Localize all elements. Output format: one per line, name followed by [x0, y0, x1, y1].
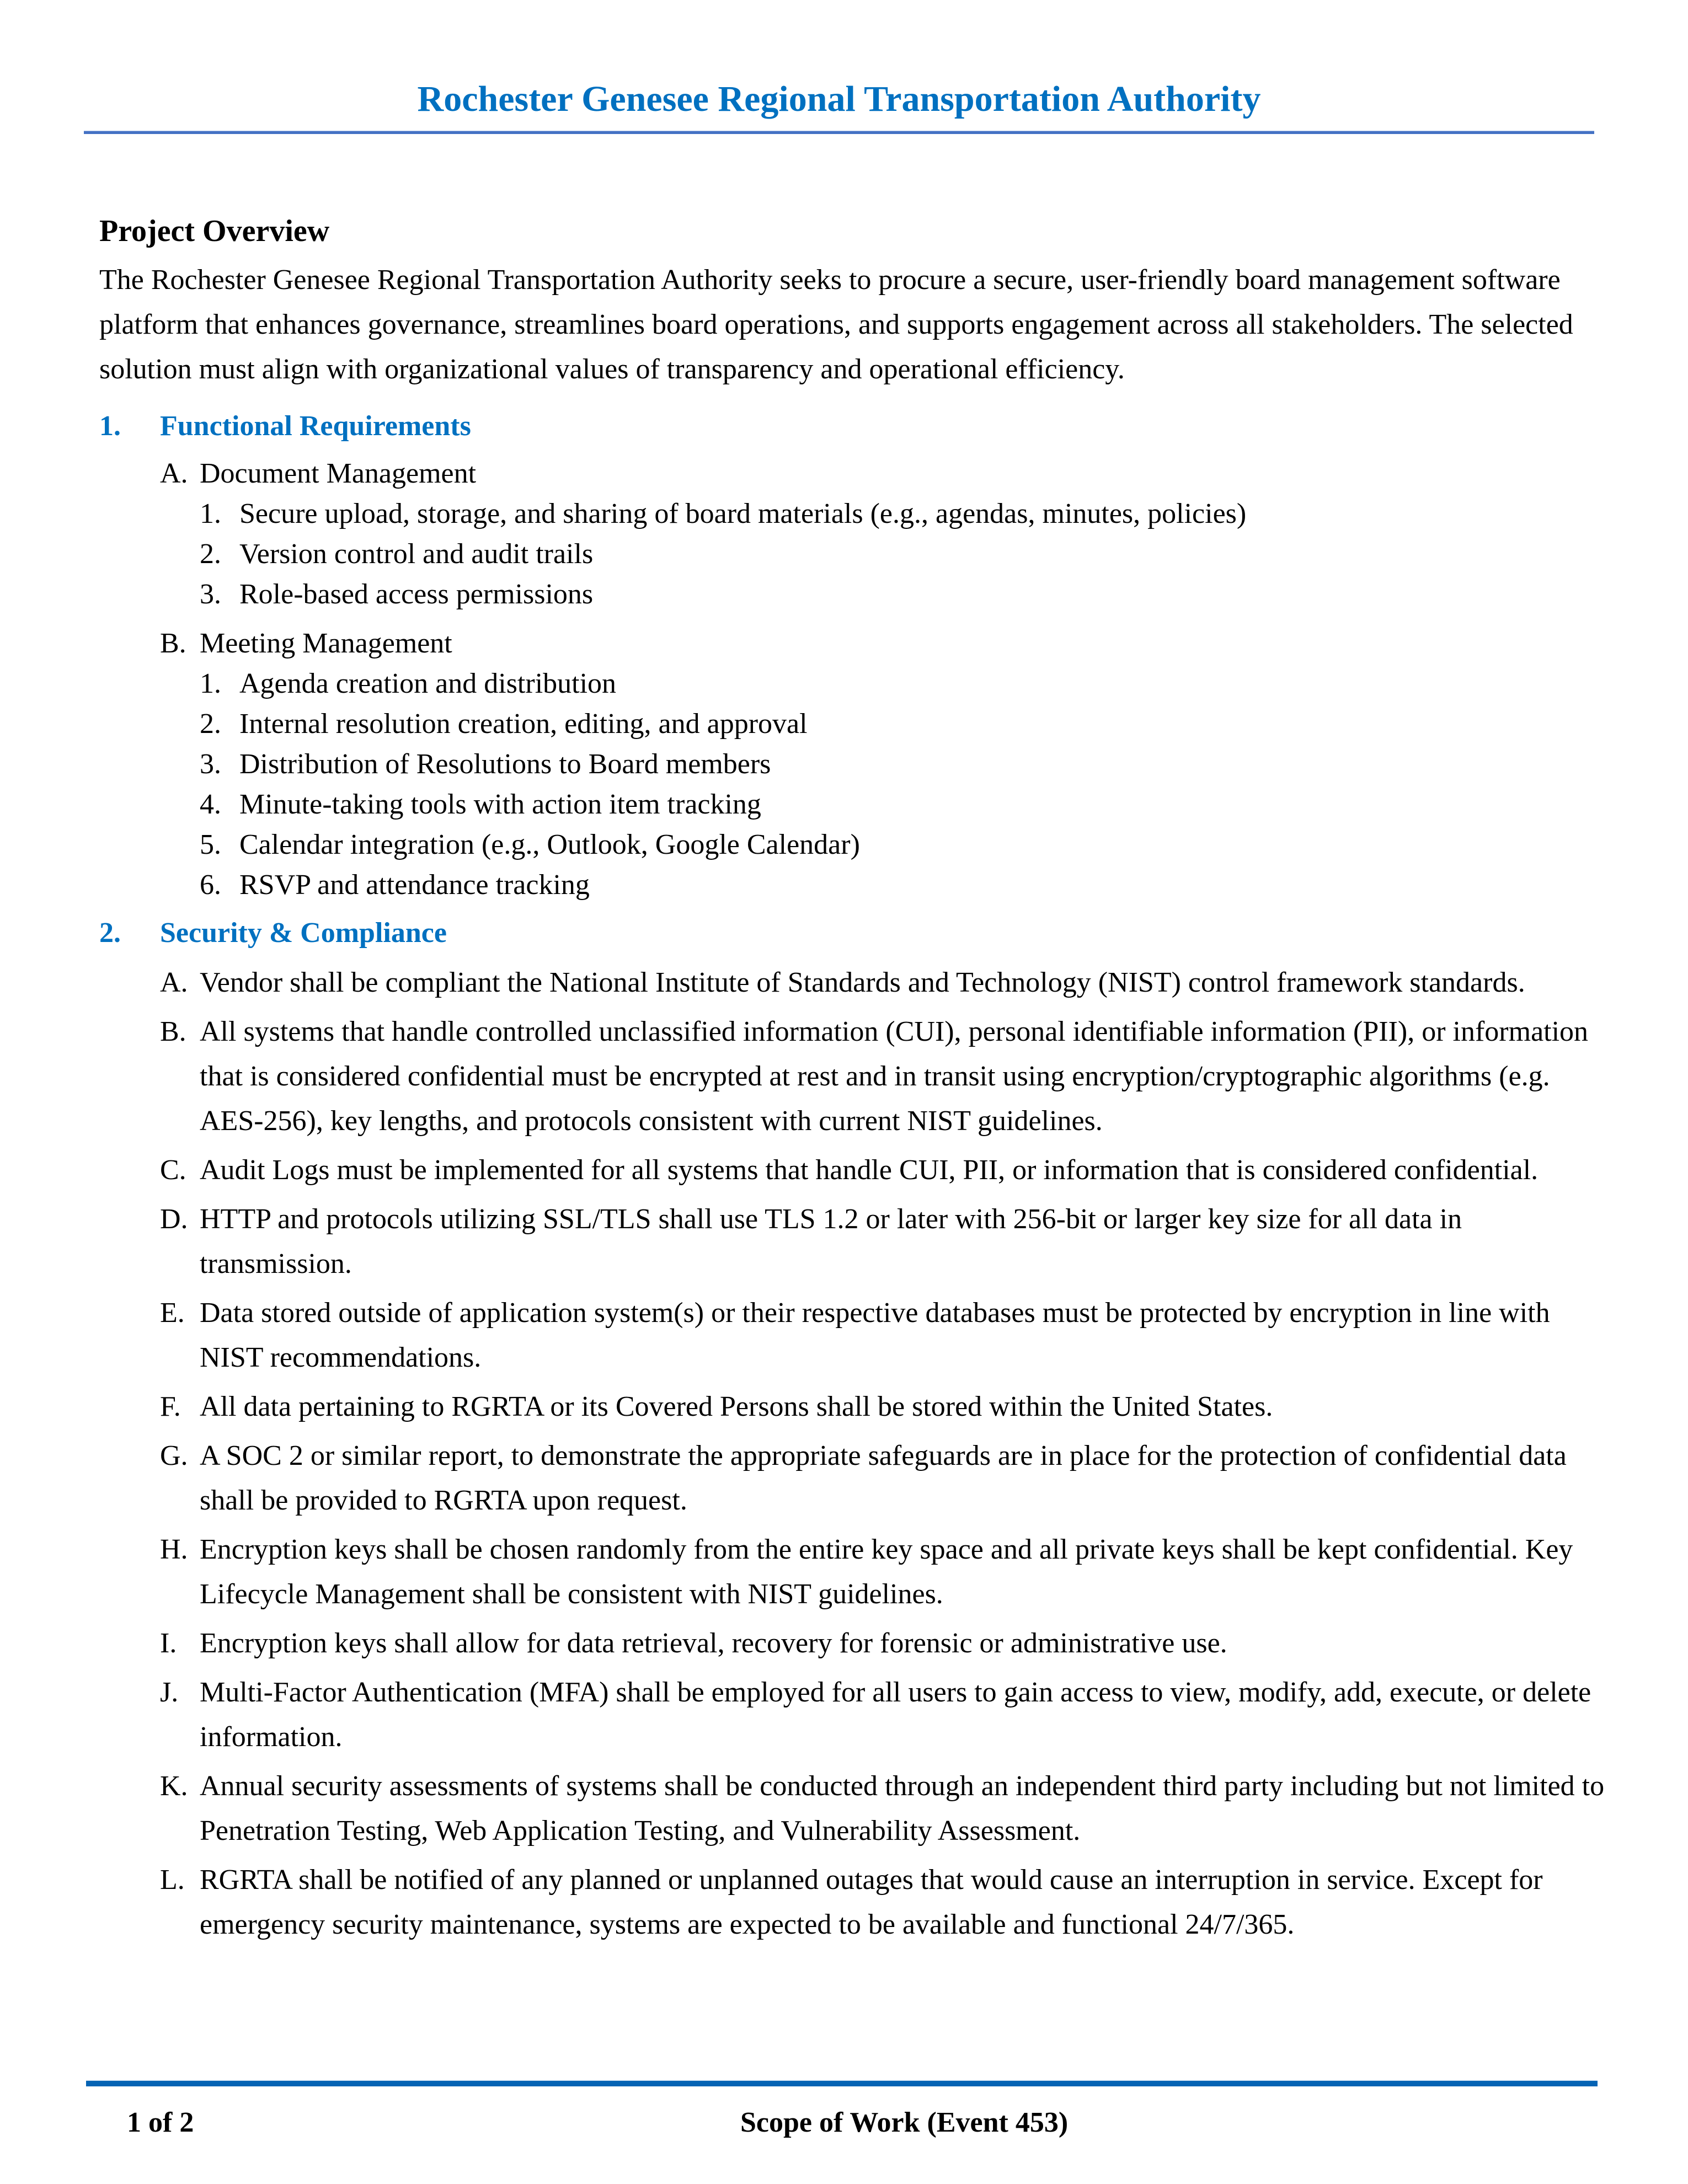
footer-divider [86, 2080, 1598, 2086]
section-functional-requirements [99, 407, 1605, 905]
requirement-text: All systems that handle controlled unclassified information (CUI), personal identifiable information (PII), or information that is considered confidential must be encrypted at rest and in transit using encryption/cryptographic algorithms (e.g. AES-256), key lengths, and protocols consistent with current NIST guidelines. [200, 1016, 1589, 1137]
list-number: 4. [200, 789, 221, 820]
list-number: 1. [200, 498, 221, 529]
requirement-item [160, 1621, 1605, 1666]
requirement-item [160, 960, 1605, 1005]
list-item [200, 574, 1605, 614]
footer-document-title: Scope of Work (Event 453) [740, 2107, 1069, 2138]
list-text: Secure upload, storage, and sharing of board materials (e.g., agendas, minutes, policies) [239, 498, 1247, 529]
list-number: 1. [200, 668, 221, 699]
requirement-text: All data pertaining to RGRTA or its Covered Persons shall be stored within the United States. [200, 1391, 1273, 1422]
page-number: 1 of 2 [127, 2107, 194, 2138]
requirement-letter: D. [160, 1203, 188, 1235]
section-title: Security & Compliance [160, 917, 447, 949]
requirement-text: Encryption keys shall be chosen randomly from the entire key space and all private keys shall be kept confidential. Key Lifecycle Management shall be consistent with NIST guidelines. [200, 1534, 1573, 1610]
subsection-letter: A. [160, 458, 188, 489]
requirement-letter: J. [160, 1677, 179, 1708]
requirement-item [160, 1527, 1605, 1616]
document-title: Rochester Genesee Regional Transportation Authority [417, 79, 1261, 119]
header-divider [84, 131, 1594, 134]
section-number: 1. [99, 410, 121, 442]
overview-paragraph: The Rochester Genesee Regional Transportation Authority seeks to procure a secure, user-friendly board management software platform that enhances governance, streamlines board operations, and supports engagement across all stakeholders. The selected solution must align with organizational values of transparency and operational efficiency. [99, 264, 1573, 385]
list-number: 6. [200, 869, 221, 901]
requirement-letter: I. [160, 1628, 177, 1659]
requirement-text: Annual security assessments of systems shall be conducted through an independent third party including but not limited to Penetration Testing, Web Application Testing, and Vulnerability Assessment. [200, 1770, 1605, 1846]
requirement-item [160, 1858, 1605, 1947]
requirement-text: HTTP and protocols utilizing SSL/TLS shall use TLS 1.2 or later with 256-bit or larger key size for all data in transmission. [200, 1203, 1462, 1280]
requirement-letter: H. [160, 1534, 188, 1565]
requirement-letter: B. [160, 1016, 186, 1047]
subsection-title: Meeting Management [200, 628, 452, 659]
list-number: 3. [200, 748, 221, 780]
section-heading [99, 407, 1605, 446]
list-item [200, 825, 1605, 865]
list-text: Role-based access permissions [239, 579, 594, 610]
requirement-text: Audit Logs must be implemented for all systems that handle CUI, PII, or information that is considered confidential. [200, 1154, 1539, 1186]
list-item [200, 494, 1605, 534]
list-item [200, 744, 1605, 784]
list-item [200, 663, 1605, 704]
requirement-letter: F. [160, 1391, 181, 1422]
page-header [84, 77, 1594, 134]
requirement-item [160, 1433, 1605, 1523]
list-item [200, 704, 1605, 744]
list-number: 2. [200, 708, 221, 740]
requirement-letter: G. [160, 1440, 188, 1471]
section-title: Functional Requirements [160, 410, 471, 442]
requirement-text: Vendor shall be compliant the National Institute of Standards and Technology (NIST) control framework standards. [200, 967, 1525, 998]
requirement-item [160, 1291, 1605, 1380]
requirement-item [160, 1764, 1605, 1853]
requirement-text: Encryption keys shall allow for data retrieval, recovery for forensic or administrative use. [200, 1628, 1227, 1659]
requirement-letter: L. [160, 1864, 185, 1896]
list-item [200, 784, 1605, 825]
list-text: Internal resolution creation, editing, and approval [239, 708, 808, 740]
requirement-letter: C. [160, 1154, 186, 1186]
list-item [200, 865, 1605, 905]
section-heading [99, 914, 1605, 952]
subsection-title: Document Management [200, 458, 477, 489]
list-number: 5. [200, 829, 221, 860]
list-number: 2. [200, 538, 221, 570]
subsection-document-management [99, 453, 1605, 614]
list-number: 3. [200, 579, 221, 610]
section-security-compliance [99, 914, 1605, 1947]
requirement-text: A SOC 2 or similar report, to demonstrate the appropriate safeguards are in place for the protection of confidential data shall be provided to RGRTA upon request. [200, 1440, 1567, 1516]
requirement-item [160, 1670, 1605, 1759]
overview-heading: Project Overview [99, 214, 330, 248]
list-text: Version control and audit trails [239, 538, 594, 570]
page-footer [86, 2080, 1598, 2145]
list-item [200, 534, 1605, 574]
list-text: Minute-taking tools with action item tracking [239, 789, 761, 820]
requirement-item [160, 1384, 1605, 1429]
subsection-heading [99, 453, 1605, 494]
subsection-heading [99, 623, 1605, 663]
document-body [99, 212, 1605, 1951]
requirement-item [160, 1197, 1605, 1286]
requirement-text: Multi-Factor Authentication (MFA) shall be employed for all users to gain access to view, modify, add, execute, or delete information. [200, 1677, 1591, 1753]
requirement-item [160, 1148, 1605, 1192]
requirement-text: Data stored outside of application system(s) or their respective databases must be protected by encryption in line with NIST recommendations. [200, 1297, 1550, 1373]
section-number: 2. [99, 917, 121, 949]
list-text: Distribution of Resolutions to Board members [239, 748, 771, 780]
subsection-letter: B. [160, 628, 186, 659]
list-text: Calendar integration (e.g., Outlook, Google Calendar) [239, 829, 860, 860]
requirement-letter: K. [160, 1770, 188, 1802]
requirement-text: RGRTA shall be notified of any planned or unplanned outages that would cause an interruption in service. Except for emergency security maintenance, systems are expected to be available and functional 24/7/365. [200, 1864, 1543, 1940]
list-text: RSVP and attendance tracking [239, 869, 590, 901]
requirement-letter: A. [160, 967, 188, 998]
list-text: Agenda creation and distribution [239, 668, 617, 699]
subsection-meeting-management [99, 623, 1605, 905]
requirement-item [160, 1009, 1605, 1143]
requirement-letter: E. [160, 1297, 185, 1329]
